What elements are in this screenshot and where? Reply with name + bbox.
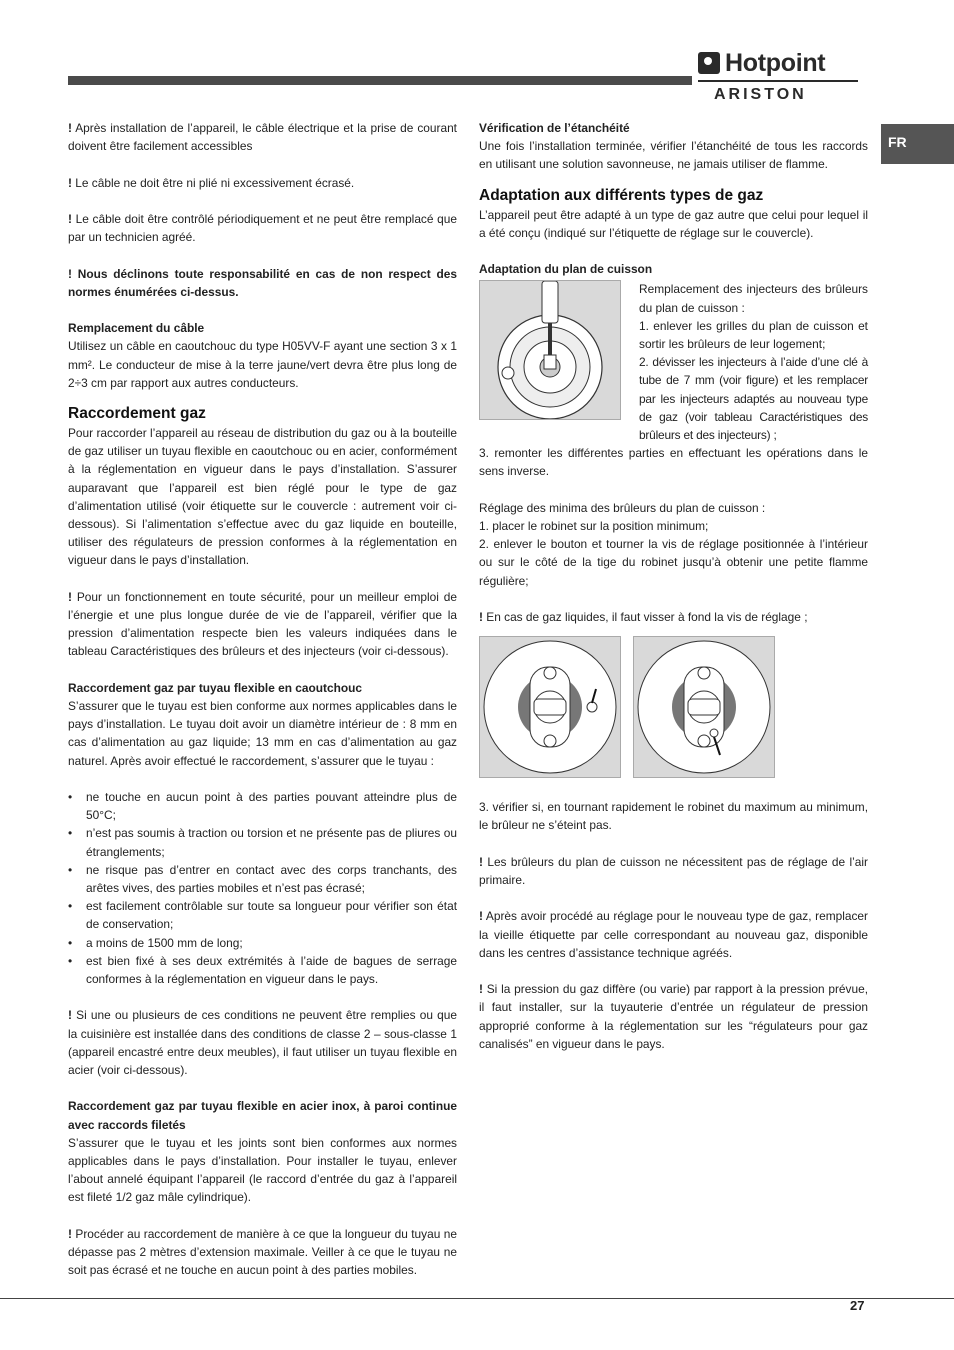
plan-line: 1. enlever les grilles du plan de cuisson et sortir les brûleurs de leur logement; xyxy=(639,318,868,352)
note-primary-air: ! Les brûleurs du plan de cuisson ne nécessitent pas de réglage de l’air primaire. xyxy=(479,854,869,888)
list-item: • n’est pas soumis à traction ou torsion et ne présente pas de pliures ou étranglements; xyxy=(68,824,457,860)
adapt-title: Adaptation aux différents types de gaz xyxy=(479,186,764,204)
page-number: 27 xyxy=(850,1298,865,1313)
list-item: • est facilement contrôlable sur toute sa longueur pour vérifier son état de conservation; xyxy=(68,897,457,933)
brand-sub: ARISTON xyxy=(714,86,807,103)
plan-line: 2. dévisser les injecteurs à l’aide d’une clé à tube de 7 mm (voir figure) et les remplacer par les injecteurs adaptés au nouveau type de gaz (voir tableau Caractéristiques des brûleurs et des injecteurs) ; xyxy=(639,355,868,443)
injector-figure-block xyxy=(479,280,868,444)
brand-logo xyxy=(698,48,860,108)
footer-rule xyxy=(0,1298,954,1299)
note-cable-bend: ! Le câble ne doit être ni plié ni excessivement écrasé. xyxy=(68,175,355,190)
list-item: • ne risque pas d’entrer en contact avec des corps tranchants, des arêtes vives, des parties mobiles et n’est pas écrasé; xyxy=(68,861,457,897)
note-steel-hose: ! Si une ou plusieurs de ces conditions ne peuvent être remplies ou que la cuisinière est installée dans des conditions de classe 2 – sous-classe 1 (appareil encastré entre deux meubles), il faut utiliser un tuyau flexible en acier (voir ci-dessous). xyxy=(68,1008,457,1078)
cable-text: Utilisez un câble en caoutchouc du type H05VV-F ayant une section 3 x 1 mm². Le conducteur de mise à la terre jaune/vert devra être plus long de 2÷3 cm par rapport aux autres conducteurs. xyxy=(68,339,457,390)
inox-title: Raccordement gaz par tuyau flexible en acier inox, à paroi continue avec raccords filetés xyxy=(68,1099,457,1132)
verify-flame: 3. vérifier si, en tournant rapidement le robinet du maximum au minimum, le brûleur ne s’éteint pas. xyxy=(479,800,868,833)
note-pressure: ! Pour un fonctionnement en toute sécurité, pour un meilleur emploi de l’énergie et une plus longue durée de vie de l’appareil, vérifier que la pression d’alimentation respecte bien les valeurs indiquées dans le tableau Caractéristiques des brûleurs et des injecteurs (voir ci-dessous). xyxy=(68,589,458,659)
hotpoint-logo-icon xyxy=(698,52,720,74)
list-item: • ne touche en aucun point à des parties pouvant atteindre plus de 50°C; xyxy=(68,788,457,824)
logo-divider xyxy=(698,80,858,82)
verif-title: Vérification de l’étanchéité xyxy=(479,121,630,135)
gaz-text: Pour raccorder l’appareil au réseau de distribution du gaz ou à la bouteille de gaz utiliser un tuyau flexible en caoutchouc ou en acier, conformément à la réglementation en vigueur dans le pays d’installation. S’assurer auparavant que l’appareil est bien réglé pour le type de gaz d’alimentation utilisé (voir étiquette sur le couvercle : autrement voir ci-dessous). Si l’alimentation s’effectue avec du gaz liquide en bouteille, utiliser des régulateurs de pression conformes à la réglementation en vigueur dans le pays d’installation. xyxy=(68,425,457,568)
note-cable-access: ! Après installation de l’appareil, le câble électrique et la prise de courant doivent être facilement accessibles xyxy=(68,121,457,154)
plan-line: Remplacement des injecteurs des brûleurs du plan de cuisson : xyxy=(639,282,868,315)
valve-screw-bottom-illustration xyxy=(633,636,775,778)
hose-conditions-list xyxy=(68,788,457,988)
gaz-title: Raccordement gaz xyxy=(68,404,206,422)
note-replace-label: ! Après avoir procédé au réglage pour le nouveau type de gaz, remplacer la vieille étiquette par celle correspondant au nouveau gaz, disponible dans les centres d’assistance technique agréés. xyxy=(479,909,868,960)
note-hose-length: ! Procéder au raccordement de manière à ce que la longueur du tuyau ne dépasse pas 2 mètres d’extension maximale. Veiller à ce que le tuyau ne soit pas écrasé et ne touche en aucun point à des parties mobiles. xyxy=(68,1226,457,1278)
minima-line: Réglage des minima des brûleurs du plan de cuisson : xyxy=(479,500,766,515)
adapt-text: L’appareil peut être adapté à un type de gaz autre que celui pour lequel il a été conçu (indiqué sur l’étiquette de réglage sur le couvercle). xyxy=(479,207,868,240)
injector-wrench-illustration xyxy=(479,280,621,420)
note-pressure-regulator: ! Si la pression du gaz diffère (ou varie) par rapport à la pression prévue, il faut installer, sur la tuyauterie d’entrée un régulateur de pression approprié conforme à la réglementation sur les “régulateurs pour gaz canalisés” en vigueur dans le pays. xyxy=(479,982,868,1051)
valve-screw-side-illustration xyxy=(479,636,621,778)
minima-line: 2. enlever le bouton et tourner la vis de réglage positionnée à l’intérieur ou sur le côté de la tige du robinet jusqu’à obtenir une petite flamme régulière; xyxy=(479,537,868,588)
note-cable-check: ! Le câble doit être contrôlé périodiquement et ne peut être remplacé que par un technicien agréé. xyxy=(68,211,457,245)
caoutchouc-title: Raccordement gaz par tuyau flexible en caoutchouc xyxy=(68,680,363,695)
plan-title: Adaptation du plan de cuisson xyxy=(479,262,653,277)
minima-line: 1. placer le robinet sur la position minimum; xyxy=(479,519,709,534)
injector-steps xyxy=(639,280,868,444)
header-bar xyxy=(68,76,692,85)
note-liquid-gas: ! En cas de gaz liquides, il faut visser à fond la vis de réglage ; xyxy=(479,610,808,625)
left-column xyxy=(68,119,457,1279)
language-tab: FR xyxy=(881,124,954,164)
note-responsibility: ! Nous déclinons toute responsabilité en cas de non respect des normes énumérées ci-dessus. xyxy=(68,266,457,299)
cable-title: Remplacement du câble xyxy=(68,321,205,336)
caoutchouc-text: S’assurer que le tuyau est bien conforme aux normes applicables dans le pays d’installation. Le tuyau doit avoir un diamètre intérieur de : 8 mm en cas d’alimentation au gaz liquide; 13 mm en cas d’alimentation au gaz naturel. Après avoir effectué le raccordement, s’assurer que le tuyau : xyxy=(68,699,457,768)
inox-text: S’assurer que le tuyau et les joints sont bien conformes aux normes applicables dans le pays d’installation. Pour installer le tuyau, enlever l’about annelé équipant l’appareil (le raccord d’entrée du gaz à l’appareil est fileté 1/2 gaz mâle cylindrique). xyxy=(68,1135,457,1205)
step-3-reassemble: 3. remonter les différentes parties en effectuant les opérations dans le sens inverse. xyxy=(479,446,868,479)
verif-text: Une fois l’installation terminée, vérifier l’étanchéité de tous les raccords en utilisant une solution savonneuse, ne jamais utiliser de flamme. xyxy=(479,139,868,172)
right-column xyxy=(479,119,868,1053)
brand-name: Hotpoint xyxy=(725,48,826,77)
list-item: • a moins de 1500 mm de long; xyxy=(68,934,457,952)
list-item: • est bien fixé à ses deux extrémités à l’aide de bagues de serrage conformes à la réglementation en vigueur dans le pays. xyxy=(68,952,457,988)
minimum-adjust-figures xyxy=(479,636,868,778)
